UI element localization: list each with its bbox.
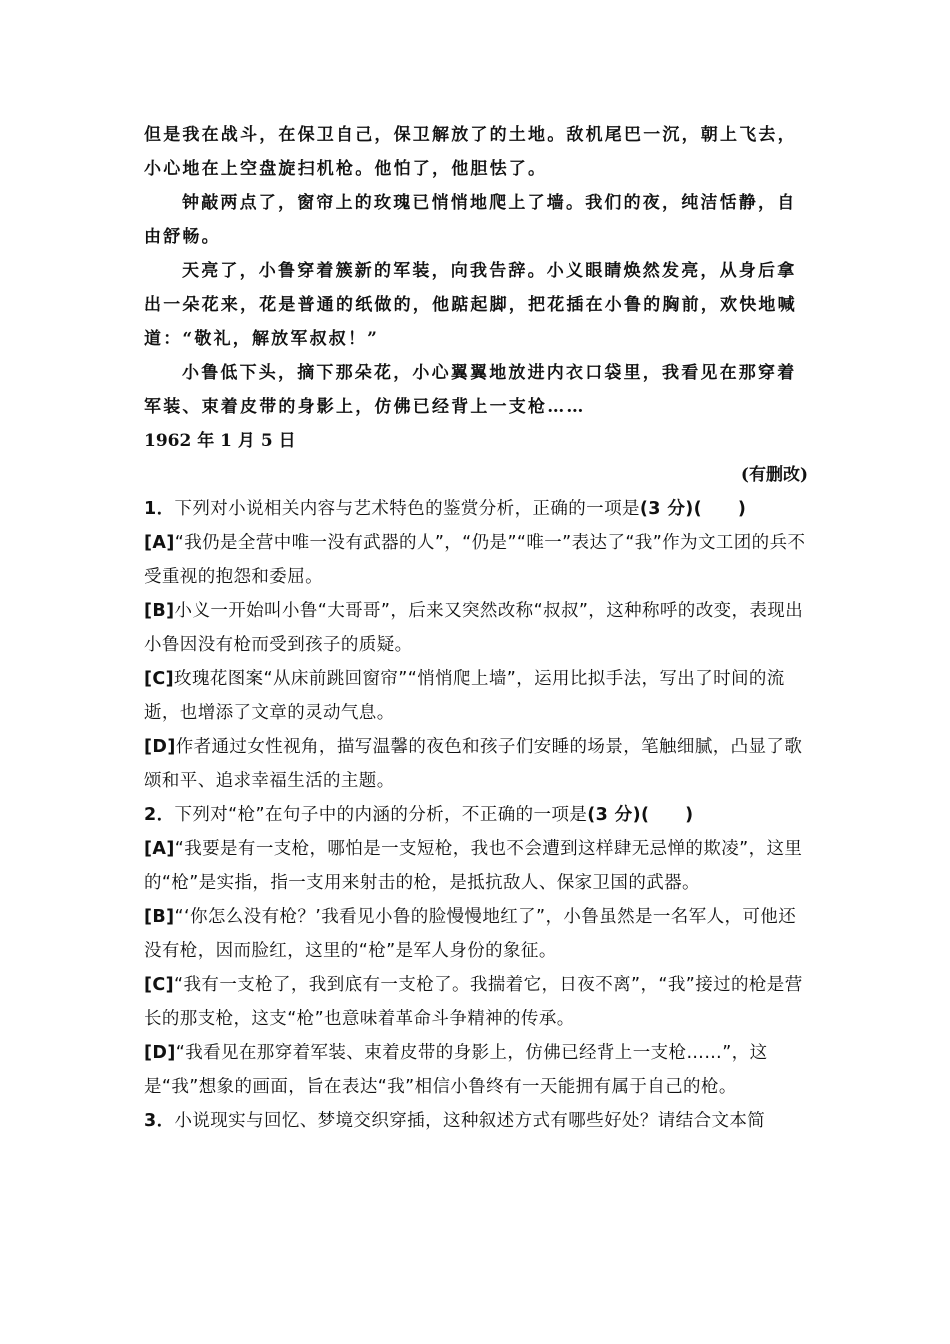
option-text: “‘你怎么没有枪？’我看见小鲁的脸慢慢地红了”，小鲁虽然是一名军人，可他还没有枪，因而脸红，这里的“枪”是军人身份的象征。 bbox=[144, 907, 797, 961]
question-2-option-b bbox=[144, 900, 808, 968]
option-text: “我要是有一支枪，哪怕是一支短枪，我也不会遭到这样肆无忌惮的欺凌”，这里的“枪”是实指，指一支用来射击的枪，是抵抗敌人、保家卫国的武器。 bbox=[144, 839, 803, 893]
question-1-option-d bbox=[144, 730, 808, 798]
question-1-option-c bbox=[144, 662, 808, 730]
option-mark: [D] bbox=[144, 1043, 176, 1063]
story-excerpt bbox=[144, 118, 808, 424]
question-2-option-c bbox=[144, 968, 808, 1036]
question-1-stem bbox=[144, 492, 808, 526]
document-page bbox=[144, 118, 808, 1138]
story-date: 1962 年 1 月 5 日 bbox=[144, 431, 296, 451]
option-mark: [B] bbox=[144, 907, 175, 927]
question-1-option-b bbox=[144, 594, 808, 662]
story-paragraph-4: 小鲁低下头，摘下那朵花，小心翼翼地放进内衣口袋里，我看见在那穿着军装、束着皮带的身影上，仿佛已经背上一支枪…… bbox=[144, 363, 797, 417]
option-text: 作者通过女性视角，描写温馨的夜色和孩子们安睡的场景，笔触细腻，凸显了歌颂和平、追求幸福生活的主题。 bbox=[144, 737, 803, 791]
question-2-score: (3 分)( ) bbox=[587, 805, 694, 825]
question-2-stem bbox=[144, 798, 808, 832]
question-1-text: 下列对小说相关内容与艺术特色的鉴赏分析，正确的一项是 bbox=[174, 499, 640, 519]
story-paragraph-3: 天亮了，小鲁穿着簇新的军装，向我告辞。小义眼睛焕然发亮，从身后拿出一朵花来，花是普通的纸做的，他踮起脚，把花插在小鲁的胸前，欢快地喊道：“敬礼，解放军叔叔！” bbox=[144, 261, 797, 349]
question-section bbox=[144, 492, 808, 1138]
story-source-note: (有删改) bbox=[740, 465, 808, 485]
option-mark: [C] bbox=[144, 975, 175, 995]
option-mark: [C] bbox=[144, 669, 175, 689]
option-text: “我仍是全营中唯一没有武器的人”，“仍是”“唯一”表达了“我”作为文工团的兵不受重视的抱怨和委屈。 bbox=[144, 533, 806, 587]
question-2-number: 2． bbox=[144, 805, 175, 825]
question-2-text: 下列对“枪”在句子中的内涵的分析，不正确的一项是 bbox=[174, 805, 588, 825]
question-2-option-d bbox=[144, 1036, 808, 1104]
question-1-option-a bbox=[144, 526, 808, 594]
question-3-stem bbox=[144, 1104, 808, 1138]
option-text: “我有一支枪了，我到底有一支枪了。我揣着它，日夜不离”，“我”接过的枪是营长的那支枪，这支“枪”也意味着革命斗争精神的传承。 bbox=[144, 975, 803, 1029]
story-paragraph-2: 钟敲两点了，窗帘上的玫瑰已悄悄地爬上了墙。我们的夜，纯洁恬静，自由舒畅。 bbox=[144, 193, 797, 247]
question-1-score: (3 分)( ) bbox=[639, 499, 747, 519]
question-2-option-a bbox=[144, 832, 808, 900]
option-text: 玫瑰花图案“从床前跳回窗帘”“悄悄爬上墙”，运用比拟手法，写出了时间的流逝，也增添了文章的灵动气息。 bbox=[144, 669, 785, 723]
option-text: 小义一开始叫小鲁“大哥哥”，后来又突然改称“叔叔”，这种称呼的改变，表现出小鲁因没有枪而受到孩子的质疑。 bbox=[144, 601, 804, 655]
question-3-number: 3． bbox=[144, 1111, 175, 1131]
option-mark: [D] bbox=[144, 737, 176, 757]
option-text: “我看见在那穿着军装、束着皮带的身影上，仿佛已经背上一支枪……”，这是“我”想象的画面，旨在表达“我”相信小鲁终有一天能拥有属于自己的枪。 bbox=[144, 1043, 768, 1097]
story-paragraph-1: 但是我在战斗，在保卫自己，保卫解放了的土地。敌机尾巴一沉，朝上飞去，小心地在上空盘旋扫机枪。他怕了，他胆怯了。 bbox=[144, 125, 797, 179]
question-3-text: 小说现实与回忆、梦境交织穿插，这种叙述方式有哪些好处？请结合文本简 bbox=[174, 1111, 766, 1131]
option-mark: [A] bbox=[144, 533, 175, 553]
question-1-number: 1． bbox=[144, 499, 175, 519]
option-mark: [B] bbox=[144, 601, 175, 621]
option-mark: [A] bbox=[144, 839, 175, 859]
